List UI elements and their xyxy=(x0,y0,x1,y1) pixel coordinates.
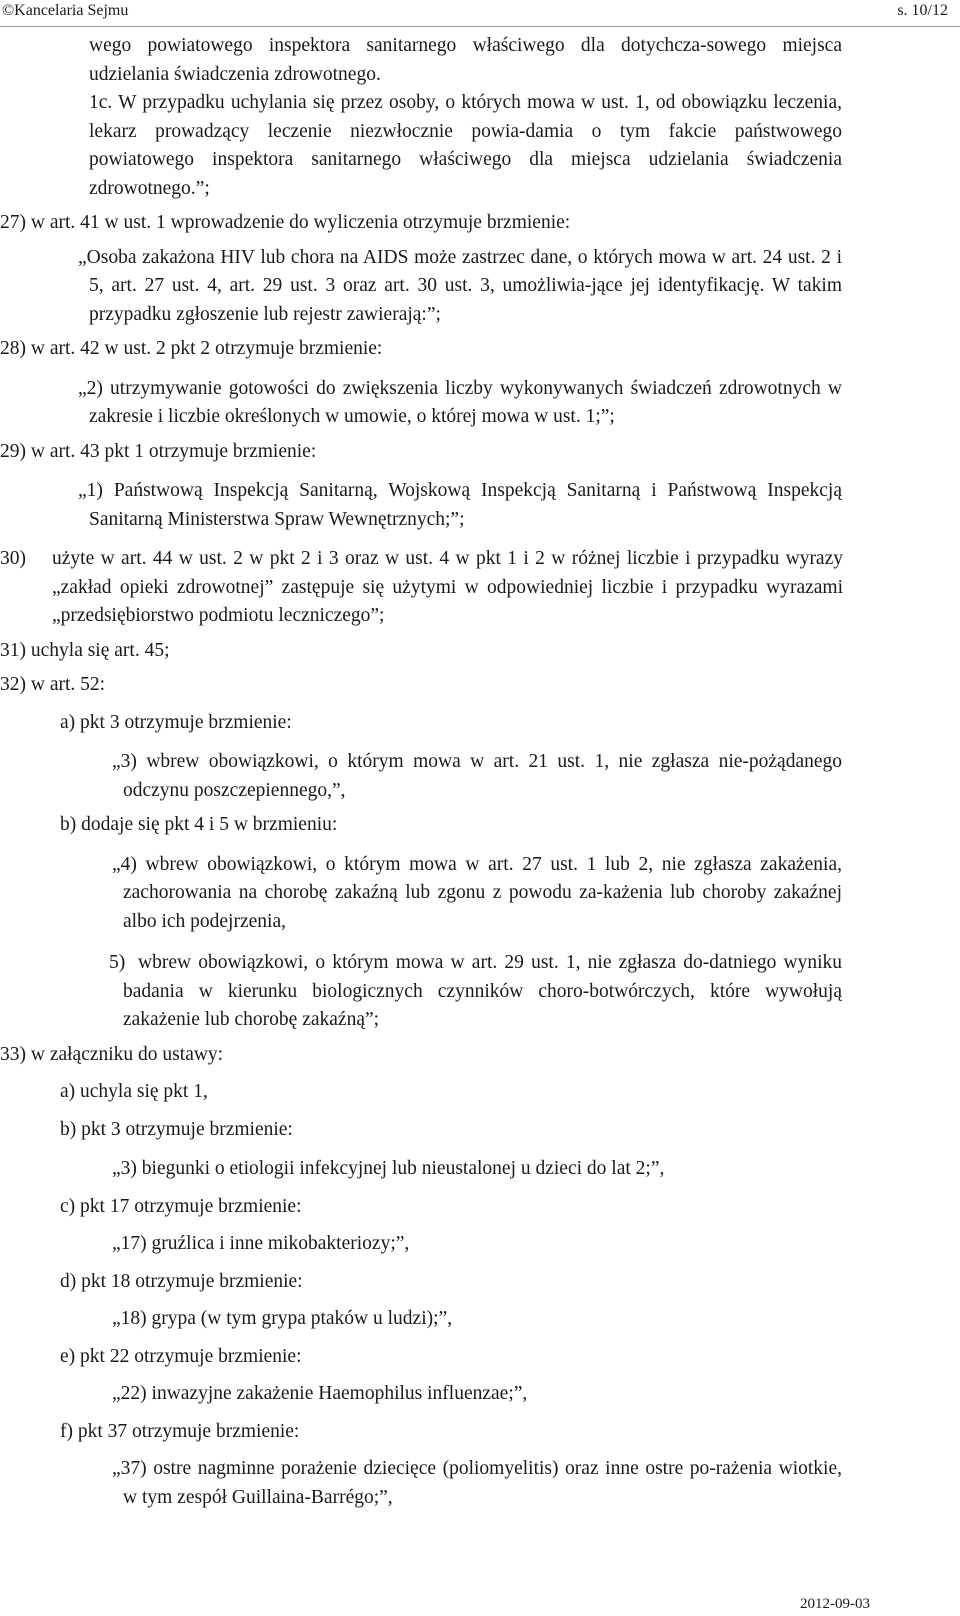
header-rule xyxy=(0,26,960,27)
document-body xyxy=(0,32,960,1512)
item-33a: a) uchyla się pkt 1, xyxy=(60,1081,208,1102)
quote-29: „1) Państwową Inspekcją Sanitarną, Wojskową Inspekcją Sanitarną i Państwową Inspekcją Sanitarną Ministerstwa Spraw Wewnętrznych;”; xyxy=(78,480,842,530)
quote-33d: „18) grypa (w tym grypa ptaków u ludzi);”, xyxy=(112,1308,453,1329)
paragraph-1c-label: 1c. xyxy=(89,92,113,113)
page-footer-date: 2012-09-03 xyxy=(800,1596,870,1612)
page-header xyxy=(0,0,960,26)
item-33c: c) pkt 17 otrzymuje brzmienie: xyxy=(60,1195,302,1217)
item-33: 33) w załączniku do ustawy: xyxy=(0,1043,224,1065)
item-33e: e) pkt 22 otrzymuje brzmienie: xyxy=(60,1345,302,1367)
item-30 xyxy=(0,545,843,631)
item-30-text: użyte w art. 44 w ust. 2 w pkt 2 i 3 oraz w ust. 4 w pkt 1 i 2 w różnej liczbie i przypadku wyrazy „zakład opieki zdrowotnej” zastępuje się użytymi w odpowiedniej liczbie i przypadku wyrazami „przedsiębiorstwo podmiotu leczniczego”; xyxy=(52,548,843,626)
quote-27: „Osoba zakażona HIV lub chora na AIDS może zastrzec dane, o których mowa w art. 24 ust. 2 i 5, art. 27 ust. 4, art. 29 ust. 3 oraz art. 30 ust. 3, umożliwia-jące jej identyfikację. W takim przypadku zgłoszenie lub rejestr zawierają:”; xyxy=(78,246,842,325)
quote-33c: „17) gruźlica i inne mikobakteriozy;”, xyxy=(112,1233,410,1254)
quote-33e: „22) inwazyjne zakażenie Haemophilus influenzae;”, xyxy=(112,1383,528,1404)
item-33b: b) pkt 3 otrzymuje brzmienie: xyxy=(60,1118,293,1140)
quote-32b-4: „4) wbrew obowiązkowi, o którym mowa w art. 27 ust. 1 lub 2, nie zgłasza zakażenia, zachorowania na chorobę zakaźną lub zgonu z powodu za-każenia lub choroby zakaźnej albo ich podejrzenia, xyxy=(112,853,842,932)
quote-28: „2) utrzymywanie gotowości do zwiększenia liczby wykonywanych świadczeń zdrowotnych w zakresie i liczbie określonych w umowie, o której mowa w ust. 1;”; xyxy=(78,377,842,427)
quote-32b-5-text: wbrew obowiązkowi, o którym mowa w art. 29 ust. 1, nie zgłasza do-datniego wyniku badania w kierunku biologicznych czynników choro-botwórczych, które wywołują zakażenie lub chorobę zakaźną”; xyxy=(123,952,842,1030)
item-33f: f) pkt 37 otrzymuje brzmienie: xyxy=(60,1420,300,1442)
paragraph-1c-text: W przypadku uchylania się przez osoby, o których mowa w ust. 1, od obowiązku leczenia, lekarz prowadzący leczenie niezwłocznie powia-damia o tym fakcie państwowego powiatowego inspektora sanitarnego właściwego dla miejsca udzielania świadczenia zdrowotnego.”; xyxy=(89,92,842,199)
quote-32a: „3) wbrew obowiązkowi, o którym mowa w art. 21 ust. 1, nie zgłasza nie-pożądanego odczynu poszczepiennego,”, xyxy=(112,751,842,801)
item-32: 32) w art. 52: xyxy=(0,674,106,695)
paragraph-1c xyxy=(89,89,842,203)
item-32a: a) pkt 3 otrzymuje brzmienie: xyxy=(60,711,292,733)
quote-32b-5 xyxy=(109,949,842,1035)
item-29: 29) w art. 43 pkt 1 otrzymuje brzmienie: xyxy=(0,440,317,462)
header-publisher: ©Kancelaria Sejmu xyxy=(2,2,129,19)
quote-33b: „3) biegunki o etiologii infekcyjnej lub nieustalonej u dzieci do lat 2;”, xyxy=(112,1158,665,1179)
item-30-label: 30) xyxy=(0,548,26,569)
item-27: 27) w art. 41 w ust. 1 wprowadzenie do wyliczenia otrzymuje brzmienie: xyxy=(0,212,571,233)
item-31: 31) uchyla się art. 45; xyxy=(0,639,170,661)
item-32b: b) dodaje się pkt 4 i 5 w brzmieniu: xyxy=(60,814,338,835)
header-page-number: s. 10/12 xyxy=(897,2,948,19)
quote-32b-5-label: 5) xyxy=(109,952,126,973)
quote-33f: „37) ostre nagminne porażenie dziecięce (poliomyelitis) oraz inne ostre po-rażenia wiotkie, w tym zespół Guillaina-Barrégo;”, xyxy=(112,1458,842,1508)
paragraph-continuation: wego powiatowego inspektora sanitarnego właściwego dla dotychcza-sowego miejsca udzielania świadczenia zdrowotnego. xyxy=(89,35,842,85)
item-33d: d) pkt 18 otrzymuje brzmienie: xyxy=(60,1270,303,1292)
item-28: 28) w art. 42 w ust. 2 pkt 2 otrzymuje brzmienie: xyxy=(0,338,383,359)
